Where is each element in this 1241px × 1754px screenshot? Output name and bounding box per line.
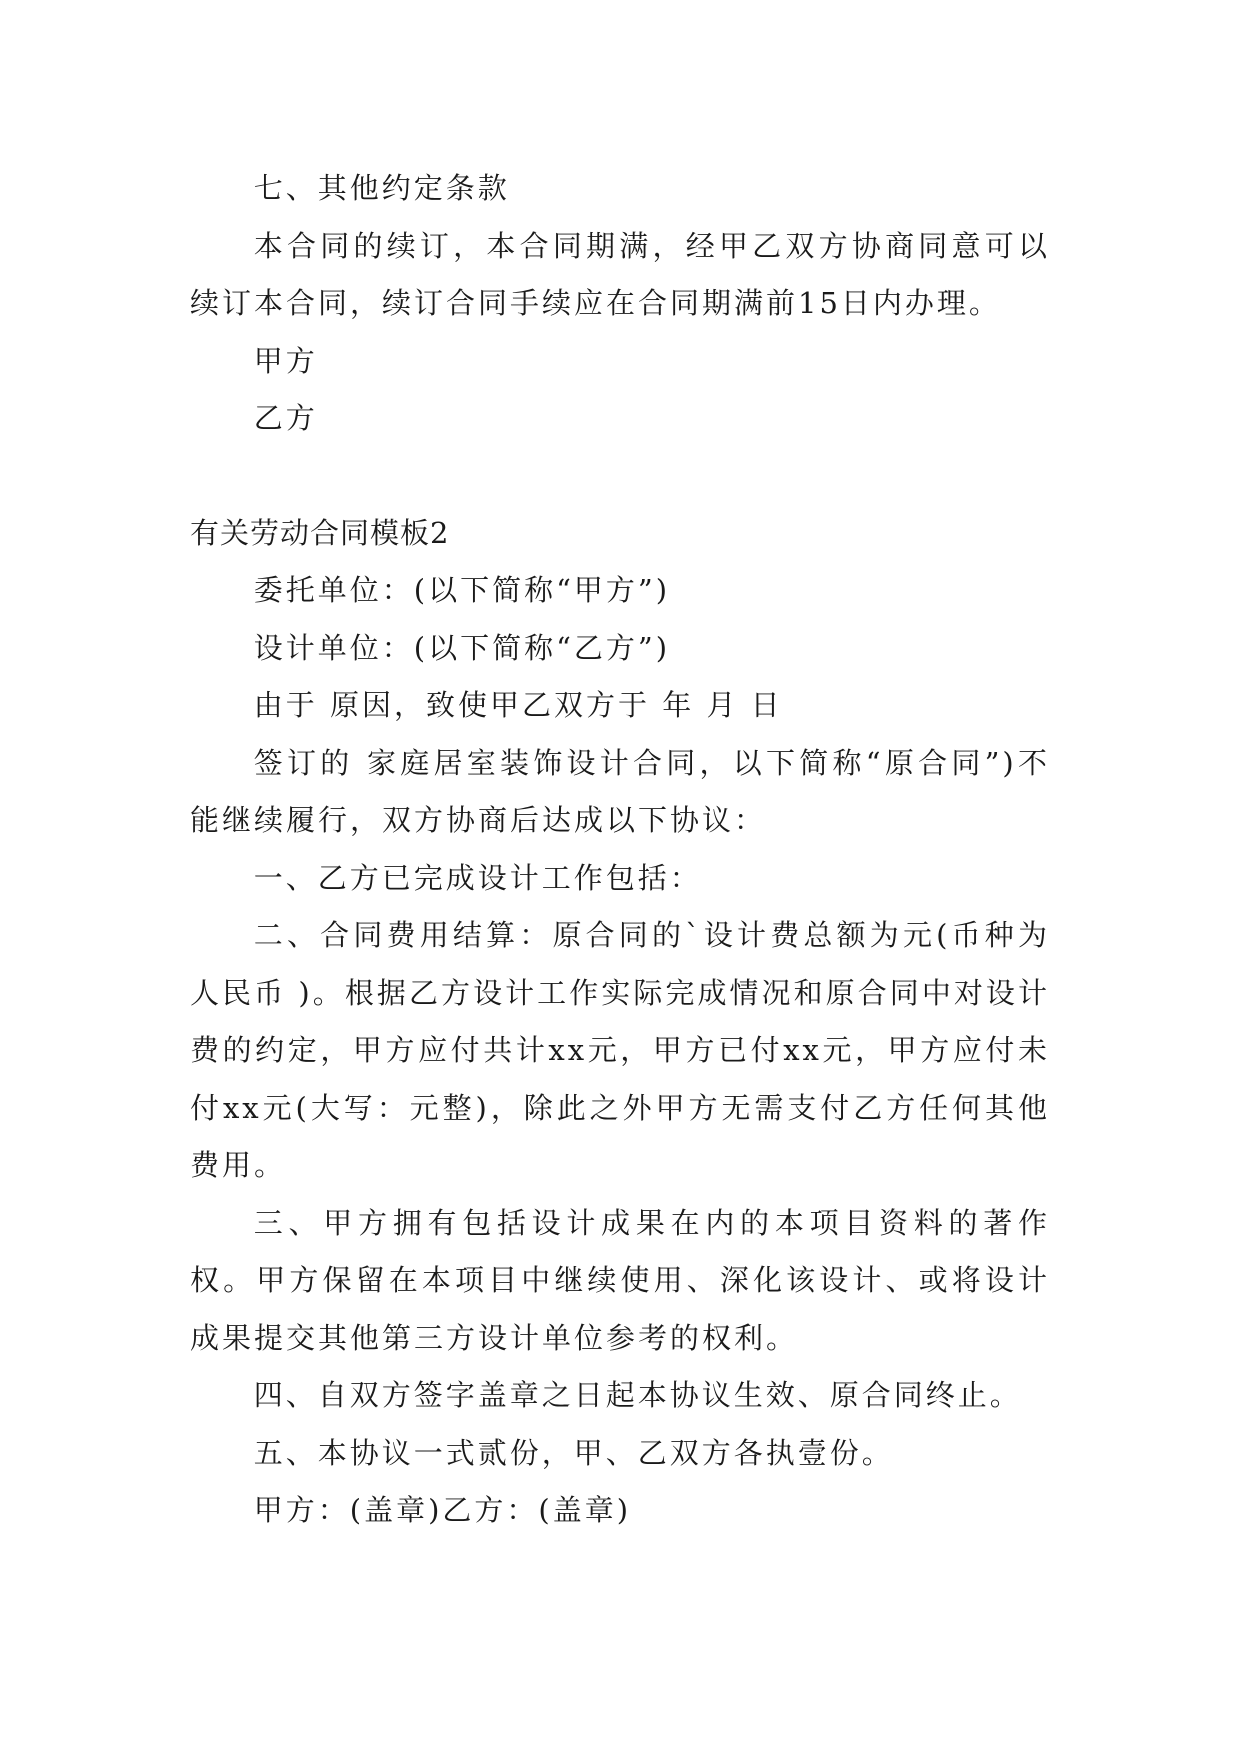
party-a-label: 甲方 (253, 343, 318, 378)
section-gap (190, 448, 1050, 505)
item-2: 二、合同费用结算：原合同的`设计费总额为元(币种为人民币 )。根据乙方设计工作实际完成情况和原合同中对设计费的约定，甲方应付共计xx元，甲方已付xx元，甲方应付未付xx元(大写：元整)，除此之外甲方无需支付乙方任何其他费用。 (190, 918, 1050, 1182)
item-4: 四、自双方签字盖章之日起本协议生效、原合同终止。 (253, 1378, 1022, 1412)
signed-contract-paragraph: 签订的 家庭居室装饰设计合同，以下简称“原合同”)不能继续履行，双方协商后达成以下协议： (190, 745, 1050, 837)
document-body (190, 160, 1050, 1540)
template-title: 有关劳动合同模板2 (190, 515, 450, 550)
party-b-label: 乙方 (253, 401, 318, 435)
clause7-body: 本合同的续订，本合同期满，经甲乙双方协商同意可以续订本合同，续订合同手续应在合同期满前15日内办理。 (190, 228, 1050, 320)
item-1: 一、乙方已完成设计工作包括： (253, 860, 702, 895)
seal-line: 甲方：(盖章)乙方：(盖章) (253, 1493, 632, 1527)
design-unit: 设计单位：(以下简称“乙方”) (253, 630, 671, 665)
client-unit: 委托单位：(以下简称“甲方”) (253, 573, 671, 607)
reason-line: 由于 原因，致使甲乙双方于 年 月 日 (253, 688, 783, 722)
item-5: 五、本协议一式贰份，甲、乙双方各执壹份。 (253, 1435, 894, 1470)
item-3: 三、甲方拥有包括设计成果在内的本项目资料的著作权。甲方保留在本项目中继续使用、深化该设计、或将设计成果提交其他第三方设计单位参考的权利。 (190, 1205, 1050, 1355)
clause7-title: 七、其他约定条款 (253, 171, 510, 205)
